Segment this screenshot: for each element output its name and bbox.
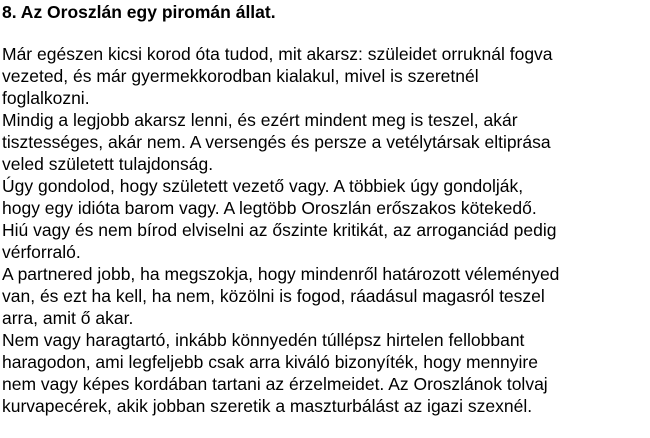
text-line: hogy egy idióta barom vagy. A legtöbb Oroszlán erőszakos kötekedő. — [2, 198, 537, 218]
text-line: Már egészen kicsi korod óta tudod, mit akarsz: szüleidet orruknál fogva — [2, 44, 553, 64]
document-page — [2, 0, 648, 417]
text-line: nem vagy képes kordában tartani az érzelmeidet. Az Oroszlánok tolvaj — [2, 374, 548, 394]
text-line: Úgy gondolod, hogy született vezető vagy. A többiek úgy gondolják, — [2, 176, 524, 196]
text-line: tisztességes, akár nem. A versengés és persze a vetélytársak eltiprása — [2, 132, 551, 152]
text-line: veled született tulajdonság. — [2, 154, 214, 174]
text-line: Mindig a legjobb akarsz lenni, és ezért mindent meg is teszel, akár — [2, 110, 518, 130]
text-line: A partnered jobb, ha megszokja, hogy mindenről határozott véleményed — [2, 264, 560, 284]
text-line: Nem vagy haragtartó, inkább könnyedén túllépsz hirtelen fellobbant — [2, 330, 525, 350]
text-line: vezeted, és már gyermekkorodban kialakul, mivel is szeretnél — [2, 66, 479, 86]
document-body — [2, 43, 648, 417]
text-line: kurvapecérek, akik jobban szeretik a maszturbálást az igazi szexnél. — [2, 396, 533, 416]
text-line: Hiú vagy és nem bírod elviselni az őszinte kritikát, az arroganciád pedig — [2, 220, 557, 240]
document-title: 8. Az Oroszlán egy piromán állat. — [2, 2, 276, 22]
text-line: vérforraló. — [2, 242, 81, 262]
text-line: arra, amit ő akar. — [2, 308, 134, 328]
text-line: foglalkozni. — [2, 88, 90, 108]
text-line: haragodon, ami legfeljebb csak arra kiváló bizonyíték, hogy mennyire — [2, 352, 538, 372]
text-line: van, és ezt ha kell, ha nem, közölni is fogod, ráadásul magasról teszel — [2, 286, 545, 306]
